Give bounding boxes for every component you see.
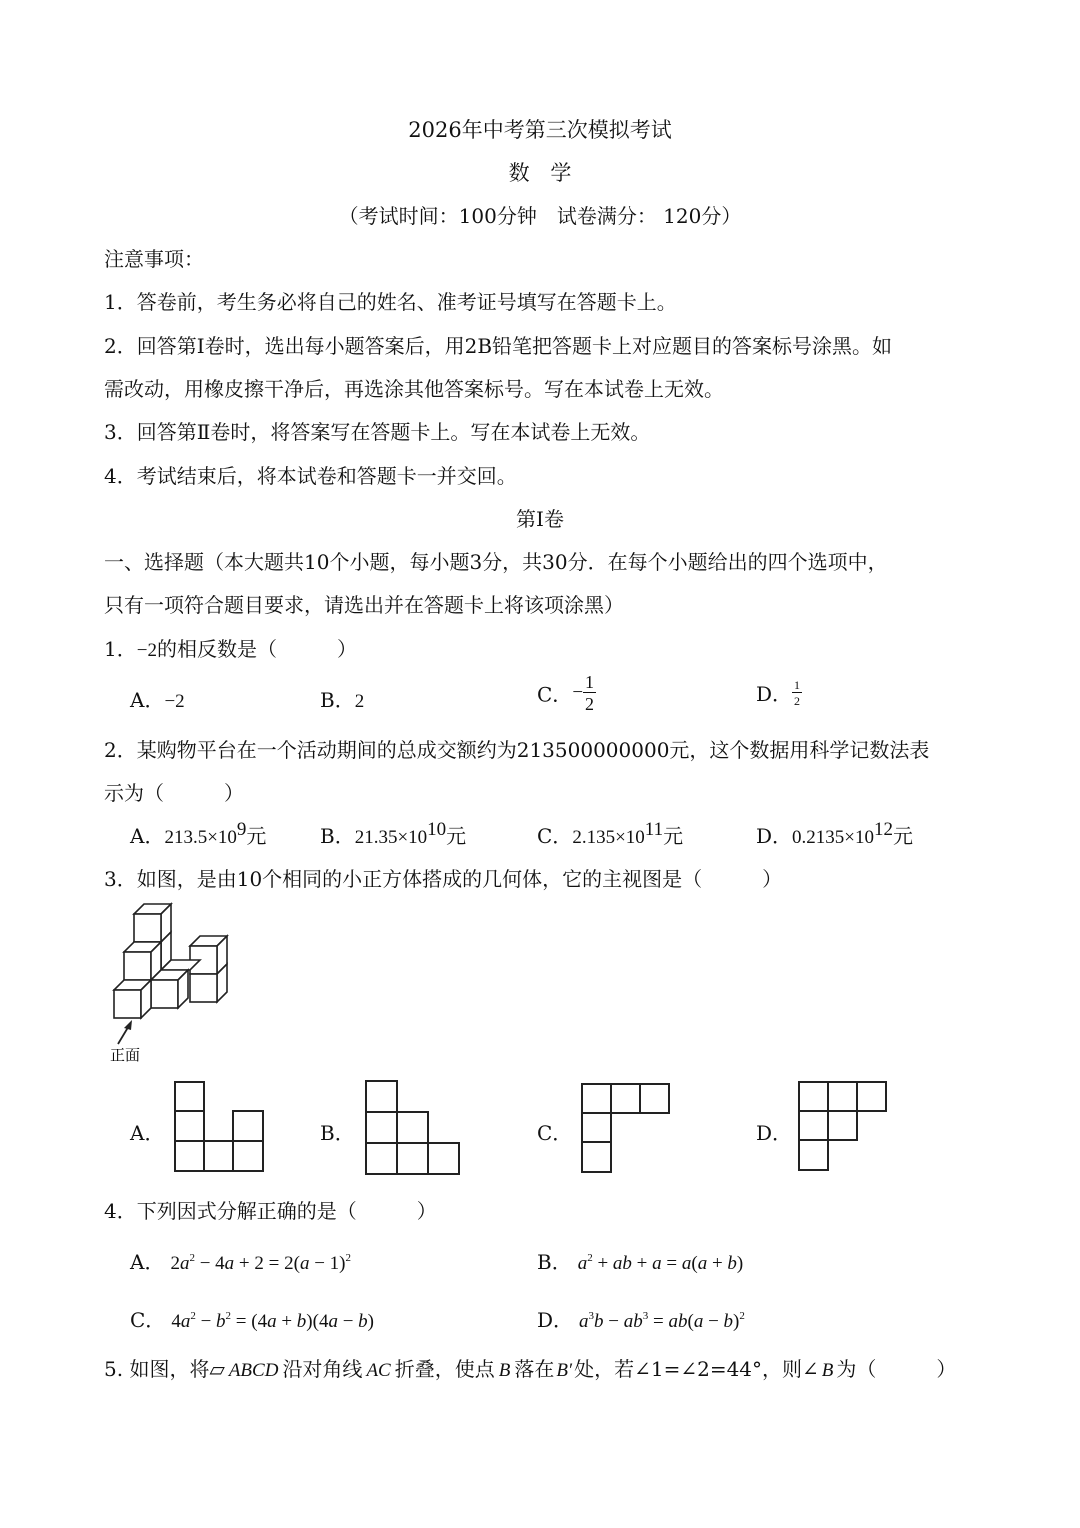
q3-option-b: B． xyxy=(320,1121,355,1145)
note-item: 3．回答第Ⅱ卷时，将答案写在答题卡上。写在本试卷上无效。 xyxy=(104,420,651,444)
subject-title: 数 学 xyxy=(508,161,572,185)
front-arrow xyxy=(118,1020,132,1044)
q2-option-b: B．$21.35\times 10^{10}$元 xyxy=(320,819,467,848)
q1-stem: 1．−2的相反数是（ ） xyxy=(104,637,357,661)
q1-option-a: A．−2 xyxy=(130,688,185,712)
front-label: 正面 xyxy=(110,1046,141,1064)
note-item: 需改动，用橡皮擦干净后，再选涂其他答案标号。写在本试卷上无效。 xyxy=(104,377,724,401)
q3-option-c: C． xyxy=(537,1121,573,1145)
q4-stem: 4．下列因式分解正确的是（ ） xyxy=(104,1199,437,1223)
cube-stack xyxy=(114,904,227,1018)
q3-option-d-figure xyxy=(798,1081,890,1173)
q4-option-d: D． $a^3b - ab^3 = ab(a - b)^2$ xyxy=(537,1308,745,1332)
q2-stem: 2．某购物平台在一个活动期间的总成交额约为213500000000元，这个数据用科学记数法表 xyxy=(104,738,930,762)
q3-option-b-figure xyxy=(365,1080,461,1176)
exam-info: （考试时间：100分钟 试卷满分： 120分） xyxy=(338,204,742,228)
q4-option-c: C． $4a^2 - b^2 = (4a + b)(4a - b)$ xyxy=(130,1308,374,1332)
q4-option-b: B． $a^2$ + ab + a = a(a + b) xyxy=(537,1250,744,1274)
section-title: 一、选择题（本大题共10个小题，每小题3分，共30分．在每个小题给出的四个选项中， xyxy=(104,550,888,574)
q3-stem: 3．如图，是由10个相同的小正方体搭成的几何体，它的主视图是（ ） xyxy=(104,867,783,891)
q3-option-a-figure xyxy=(174,1081,266,1173)
note-item: 4．考试结束后，将本试卷和答题卡一并交回。 xyxy=(104,464,517,488)
q3-option-a: A． xyxy=(130,1121,165,1145)
note-item: 1．答卷前，考生务必将自己的姓名、准考证号填写在答题卡上。 xyxy=(104,290,677,314)
q3-option-c-figure xyxy=(581,1083,673,1175)
q2-stem-cont: 示为（ ） xyxy=(104,781,244,805)
notes-heading: 注意事项： xyxy=(104,247,204,271)
q1-option-b: B．2 xyxy=(320,688,365,712)
q2-option-a: A．$213.5\times 10^9$元 xyxy=(130,819,267,848)
q1-option-c: C．− $\frac{1}{2}$ xyxy=(537,672,595,714)
note-item: 2．回答第Ⅰ卷时，选出每小题答案后，用2B铅笔把答题卡上对应题目的答案标号涂黑。如 xyxy=(104,334,893,358)
q2-option-c: C．$2.135\times 10^{11}$元 xyxy=(537,819,684,848)
q4-option-a: A． $2a^2 - 4a + 2 = 2(a - 1)^2$ xyxy=(130,1250,351,1274)
q3-option-d: D． xyxy=(756,1121,793,1145)
volume-heading: 第Ⅰ卷 xyxy=(516,507,564,531)
exam-title: 2026年中考第三次模拟考试 xyxy=(408,118,672,142)
q1-option-d: D． $\frac{1}{2}$ xyxy=(756,677,801,708)
q3-cube-figure xyxy=(100,900,240,1070)
q2-option-d: D．$0.2135\times 10^{12}$元 xyxy=(756,819,914,848)
q5-stem: 5. 如图，将▱ ABCD 沿对角线 AC 折叠，使点 B 落在 B′ 处，若∠1=∠2=44°，则∠ B 为（ ） xyxy=(104,1357,957,1381)
section-title-cont: 只有一项符合题目要求，请选出并在答题卡上将该项涂黑） xyxy=(104,593,624,617)
